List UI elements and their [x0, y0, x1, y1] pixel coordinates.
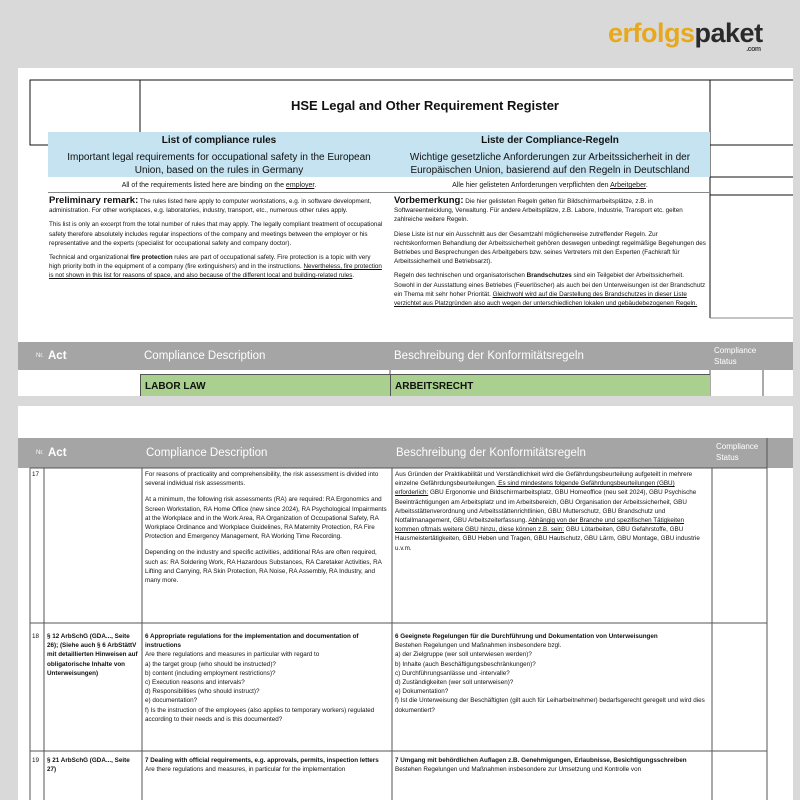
de-fire-bold: Brandschutzes	[526, 272, 572, 280]
col-act: Act	[48, 350, 67, 362]
col-beschreibung-2: Beschreibung der Konformitätsregeln	[396, 447, 586, 459]
row-17-en-p2: At a minimum, the following risk assessments (RA) are required: RA Ergonomics and Screen Workstation, RA Home Office (new since 2024), RA Psychological Impairments at the Workplace and in the Work Area, RA Organization of Occupational Safety, RA Workplace Ordinance and Workplace Guidelines, RA Maternity Protection, RA Fire Protection and Emergency Management, RA Working Time Recording.	[145, 496, 387, 541]
de-prelim-title: Vorbemerkung:	[394, 195, 464, 206]
row-17-en-p1: For reasons of practicality and comprehensibility, the risk assessment is divided into several individual risk assessments.	[145, 471, 379, 488]
de-binding-link: Arbeitgeber	[610, 182, 646, 189]
en-fire-post: .	[352, 272, 355, 280]
section-labor-law-cell	[140, 374, 390, 396]
en-binding-note	[48, 182, 390, 189]
de-prelim	[394, 196, 706, 225]
en-prelim-title: Preliminary remark:	[49, 195, 139, 206]
col-nr: Nr.	[36, 353, 44, 359]
de-list-subheader: Wichtige gesetzliche Anforderungen zur Arbeitssicherheit in der Europäischen Union, basierend auf den Regeln in Deutschland	[409, 152, 691, 176]
en-excerpt: This list is only an excerpt from the total number of rules that may apply. The legally compliant treatment of occupational safety therefore absolutely includes regular inspections of the company and meetings between the employer or his representative and the experts (specialist for occupational safety and company doctor).	[49, 221, 383, 247]
en-fire	[49, 253, 383, 281]
row-19-en-title: 7 Dealing with official requirements, e.g. approvals, permits, inspection letters	[145, 757, 379, 764]
de-fire-mid: sind ein Teilgebiet der Arbeitssicherheit. Sowohl in der Ausstattung eines Betriebes (Feuerlöscher) als auch bei den Unterweisungen ist der Brandschutz ein Thema mit sehr hoher Priorität.	[394, 272, 706, 298]
row-17-de-u1: Es sind mindestens folgende Gefährdungsbeurteilungen (GBU) erforderlich:	[395, 480, 675, 497]
de-binding-text: Alle hier gelisteten Anforderungen verpflichten den	[452, 182, 611, 189]
logo-part1: erfolgs	[608, 18, 695, 48]
de-list-header: Liste der Compliance-Regeln	[481, 135, 619, 146]
en-binding-text: All of the requirements listed here are binding on the	[121, 182, 286, 189]
en-prelim-text: The rules listed here apply to computer workstations, e.g. in software development, administration. For other workplaces, e.g. laboratories, industry, transport, etc., numerous other rules apply.	[49, 198, 372, 215]
en-fire-pre: Technical and organizational	[49, 254, 131, 262]
column-header-row	[18, 342, 793, 370]
row-18-de-line-4: d) Zuständigkeiten (wer soll unterweisen)?	[395, 679, 514, 687]
section-arbeitsrecht-cell	[390, 374, 710, 396]
de-binding-end: .	[645, 182, 648, 189]
de-prelim-text: Die hier gelisteten Regeln gelten für Bildschirmarbeitsplätze, z.B. in Softwareentwicklung, Verwaltung. Für andere Arbeitsplätze, z.B. Labore, Industrie, Transport etc. gelten zahlreiche weitere Regeln.	[394, 198, 683, 224]
de-fire	[394, 271, 706, 308]
row-18-en-title: 6 Appropriate regulations for the implementation and documentation of instructions	[145, 633, 359, 650]
row-18-de	[395, 632, 709, 715]
row-18-nr: 18	[32, 633, 40, 640]
register-sheet-top	[18, 68, 793, 396]
row-18-de-line-0: Bestehen Regelungen und Maßnahmen insbesondere bzgl.	[395, 642, 562, 650]
logo-part2: paket	[694, 18, 763, 48]
row-19-de	[395, 756, 709, 774]
row-18-act: § 12 ArbSchG (GDA..., Seite 26); (Siehe auch § 6 ArbStättV mit detaillierten Hinweisen auf obligatorische Inhalte von Unterweisungen)	[47, 633, 138, 677]
row-18-en-line-2: b) content (including employment restrictions)?	[145, 669, 276, 677]
row-18-en	[145, 632, 389, 724]
row-17-de-post: GBU Lötarbeiten, GBU Gefahrstoffe, GBU Hausmeistertätigkeiten, GBU Heben und Tragen, GBU Hautschutz, GBU Lärm, GBU Montage, GBU industrie u.v.m.	[395, 526, 700, 552]
erfolgspaket-logo	[608, 18, 763, 53]
row-18-en-line-3: c) Execution reasons and intervals?	[145, 679, 245, 687]
row-17-en-p3: Depending on the industry and specific activities, additional RAs are often required, such as: RA Soldering Work, RA Hazardous Substances, RA Caretaker Activities, RA Lifting and Carrying, RA Skin Protection, RA Noise, RA Assembly, RA Industry, and many more.	[145, 549, 382, 585]
row-19-de-title: 7 Umgang mit behördlichen Auflagen z.B. Genehmigungen, Erlaubnisse, Besichtigungsschreiben	[395, 757, 687, 764]
row-19-de-text: Bestehen Regelungen und Maßnahmen insbesondere zur Umsetzung und Kontrolle von	[395, 766, 642, 774]
de-excerpt: Diese Liste ist nur ein Ausschnitt aus der Gesamtzahl möglicherweise zutreffender Regeln. Zur rechtskonformen Behandlung der Arbeitssicherheit gehören deswegen unbedingt regelmäßige Begehungen des Betriebes und Besprechungen des Arbeitgebers bzw. seines Vertreters mit den Experten (Fachkraft für Arbeitssicherheit und Betriebsarzt).	[394, 230, 706, 266]
row-18-en-line-1: a) the target group (who should be instructed)?	[145, 660, 276, 668]
de-fire-underline: Gleichwohl wird auf die Darstellung des Brandschutzes in dieser Liste verzichtet aus Platzgründen also auch wegen der unterschiedlichen lokalen und gebäudebezogenen Regeln.	[394, 290, 698, 308]
de-fire-pre: Regeln des technischen und organisatorischen	[394, 272, 527, 280]
en-list-header: List of compliance rules	[161, 135, 277, 146]
binding-row-border	[48, 192, 710, 193]
row-18-de-title: 6 Geeignete Regelungen für die Durchführung und Dokumentation von Unterweisungen	[395, 633, 658, 640]
col-act-2: Act	[48, 447, 67, 459]
row-19-nr: 19	[32, 757, 40, 764]
en-preliminary-block	[49, 196, 383, 281]
row-18-de-line-2: b) Inhalte (auch Beschäftigungsbeschränkungen)?	[395, 660, 536, 668]
col-compliance-description: Compliance Description	[144, 350, 266, 362]
row-18-en-line-6: f) Is the instruction of the employees (also applies to temporary workers) regulated according to their needs and is this documented?	[145, 706, 375, 723]
row-17-de	[395, 470, 709, 553]
row-17-nr: 17	[32, 471, 40, 478]
register-sheet-bottom	[18, 406, 793, 800]
de-preliminary-block	[394, 196, 706, 308]
en-binding-end: .	[314, 182, 317, 189]
grid-lines-2	[18, 406, 793, 800]
row-18-de-line-3: c) Durchführungsanlässe und -intervalle?	[395, 669, 510, 677]
row-19-en-text: Are there regulations and measures, in particular for the implementation	[145, 766, 346, 774]
en-fire-mid: rules are part of occupational safety. Fire protection is a topic with very high priority both in the equipment of a company (fire extinguishers) and in the instructions.	[49, 254, 371, 271]
section-arbeitsrecht: ARBEITSRECHT	[395, 381, 474, 392]
row-18-en-line-0: Are there regulations and measures in particular with regard to	[145, 651, 320, 659]
col-compliance-description-2: Compliance Description	[146, 447, 268, 459]
en-fire-bold: fire protection	[130, 254, 173, 262]
col-compliance-status-2: Compliance Status	[716, 442, 759, 462]
row-18-de-line-1: a) der Zielgruppe (wer soll unterwiesen werden)?	[395, 651, 532, 659]
col-compliance-status: Compliance Status	[714, 346, 757, 366]
row-17-de-u2: Abhängig von der Branche und spezifischen Tätigkeiten kommen oftmals weitere GBU hinzu, diese können z.B. sein:	[395, 517, 685, 534]
col-beschreibung: Beschreibung der Konformitätsregeln	[394, 350, 584, 362]
row-17-de-pre: Aus Gründen der Praktikabilität und Verständlichkeit wird die Gefährdungsbeurteilung aufgeteilt in mehrere einzelne Gefährdungsbeurteilungen.	[395, 471, 693, 488]
col-nr-2: Nr.	[36, 450, 44, 456]
register-title: HSE Legal and Other Requirement Register	[290, 98, 559, 113]
row-18-en-line-5: e) documentation?	[145, 697, 198, 705]
row-17-de-mid: GBU Ergonomie und Bildschirmarbeitsplatz, GBU Homeoffice (neu seit 2024), GBU Psychische Beeinträchtigungen am Arbeitsplatz und im Arbeitsbereich, GBU Organisation der Arbeitssicherheit, GBU Arbeitsstättenverordnung und Arbeitsstättenrichtlinien, GBU Mutterschutz, GBU Brandschutz und Notfallmanagement, GBU Arbeitszeiterfassung.	[395, 489, 697, 525]
en-binding-link: employer	[285, 182, 315, 189]
row-18-de-line-6: f) Ist die Unterweisung der Beschäftigten (gilt auch für Leiharbeitnehmer) bedarfsgerecht geregelt und wird dies dokumentiert?	[395, 697, 705, 714]
row-18-de-line-5: e) Dokumentation?	[395, 688, 449, 696]
en-fire-underline: Nevertheless, fire protection is not shown in this list for reasons of space, and also because of the different local and building-related rules	[49, 263, 382, 280]
en-list-subheader: Important legal requirements for occupational safety in the European Union, based on the rules in Germany	[67, 152, 371, 176]
de-binding-note	[390, 182, 710, 189]
logo-suffix: .com	[746, 46, 761, 53]
en-prelim	[49, 196, 383, 215]
row-18-en-line-4: d) Responsibilities (who should instruct)?	[145, 688, 260, 696]
row-19-en	[145, 756, 389, 774]
section-labor-law: LABOR LAW	[145, 381, 206, 392]
row-17-en	[145, 470, 389, 585]
row-19-act: § 21 ArbSchG (GDA..., Seite 27)	[47, 757, 130, 774]
